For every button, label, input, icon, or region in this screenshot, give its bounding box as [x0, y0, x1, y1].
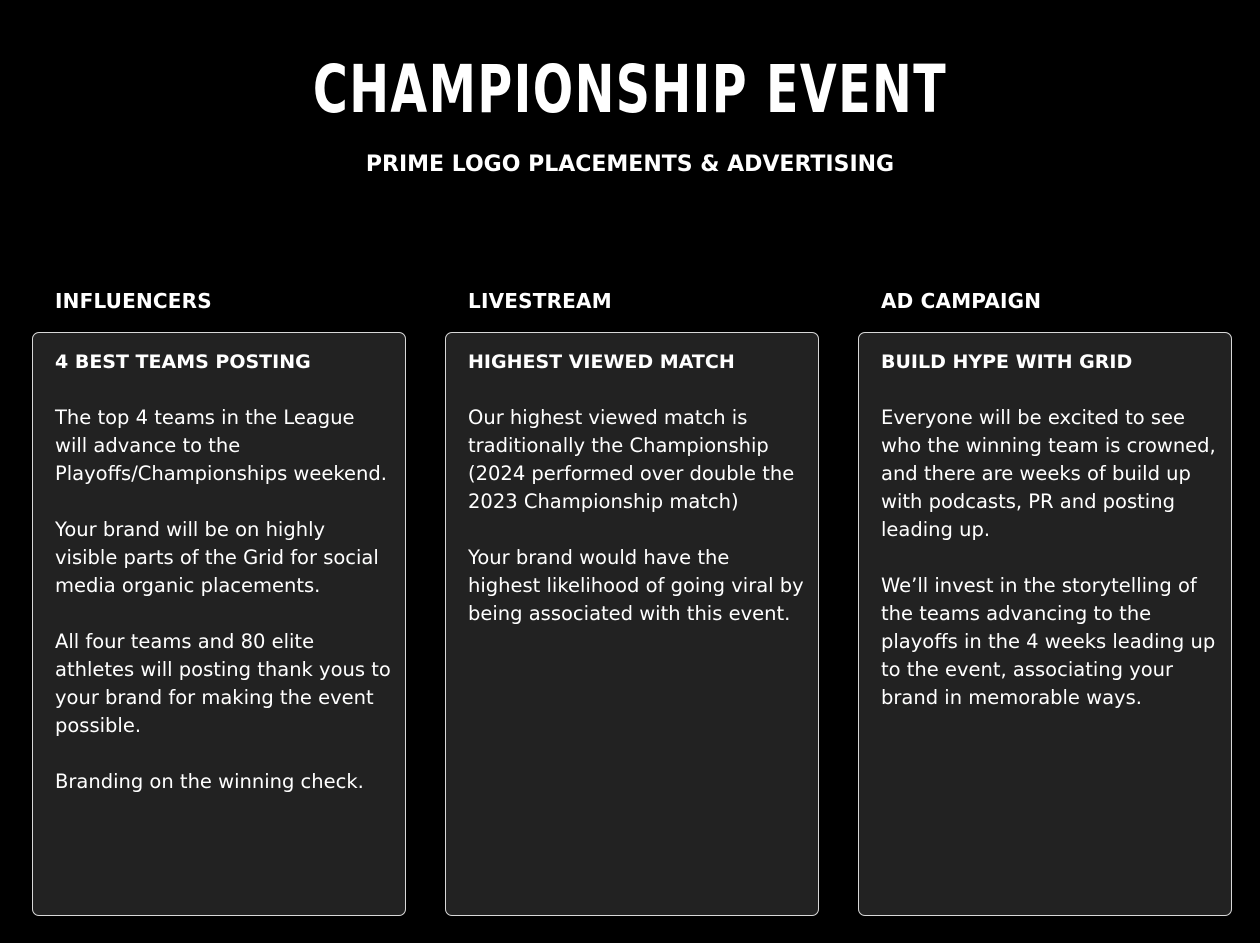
- column-ad-campaign: [858, 286, 1232, 916]
- card-title: 4 BEST TEAMS POSTING: [55, 351, 311, 373]
- livestream-card: [445, 332, 819, 916]
- card-paragraph: Branding on the winning check.: [55, 770, 364, 793]
- card-paragraph: Your brand would have the highest likelihood of going viral by being associated with this event.: [468, 546, 804, 625]
- page-title: CHAMPIONSHIP EVENT: [312, 51, 948, 128]
- page-subtitle: PRIME LOGO PLACEMENTS & ADVERTISING: [365, 152, 895, 177]
- column-influencers: [32, 286, 406, 916]
- influencers-card: [32, 332, 406, 916]
- card-paragraph: The top 4 teams in the League will advance to the Playoffs/Championships weekend.: [55, 406, 387, 485]
- card-paragraph: Our highest viewed match is traditionally the Championship (2024 performed over double the 2023 Championship match): [468, 406, 795, 513]
- card-title: BUILD HYPE WITH GRID: [881, 351, 1133, 373]
- card-paragraph: All four teams and 80 elite athletes will posting thank yous to your brand for making the event possible.: [55, 630, 391, 737]
- column-heading: LIVESTREAM: [468, 289, 612, 313]
- card-title: HIGHEST VIEWED MATCH: [468, 351, 735, 373]
- ad-campaign-card: [858, 332, 1232, 916]
- column-livestream: [445, 286, 819, 916]
- column-heading: AD CAMPAIGN: [881, 289, 1042, 313]
- card-paragraph: We’ll invest in the storytelling of the teams advancing to the playoffs in the 4 weeks leading up to the event, associating your brand in memorable ways.: [881, 574, 1216, 709]
- card-paragraph: Your brand will be on highly visible parts of the Grid for social media organic placements.: [55, 518, 379, 597]
- card-paragraph: Everyone will be excited to see who the winning team is crowned, and there are weeks of build up with podcasts, PR and posting leading up.: [881, 406, 1216, 541]
- column-heading: INFLUENCERS: [55, 289, 212, 313]
